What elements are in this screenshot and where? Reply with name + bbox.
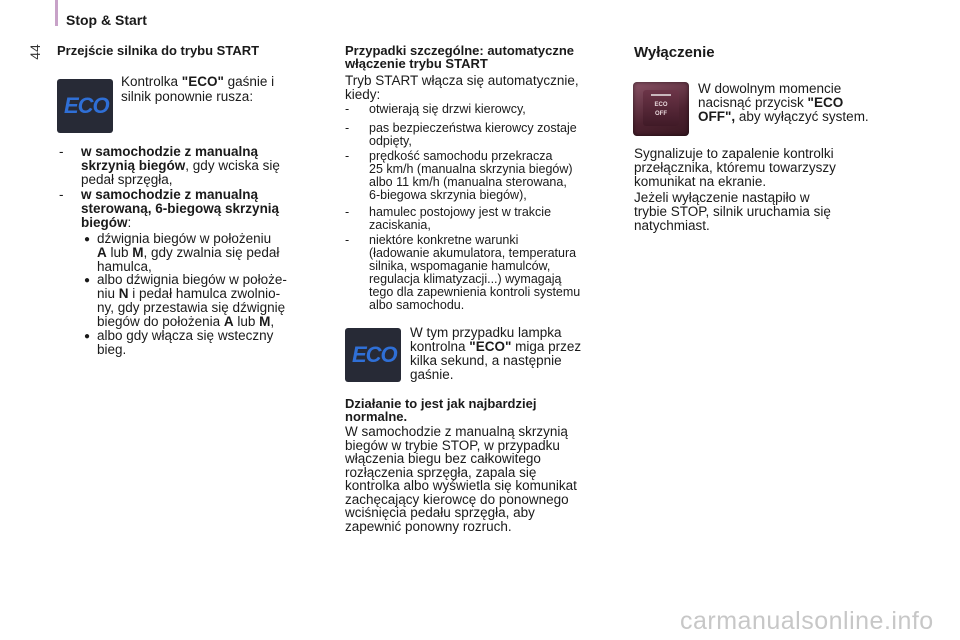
col1-sub2-line2: niu N i pedał hamulca zwolnio- — [97, 286, 281, 301]
col1-intro-line1: Kontrolka "ECO" gaśnie i — [121, 74, 275, 89]
col3-text-line3: OFF", aby wyłączyć system. — [698, 109, 869, 124]
col2-para-line: biegów w trybie STOP, w przypadku — [345, 437, 560, 453]
col1-item1-line3: pedał sprzęgła, — [81, 172, 173, 187]
col1-sub2-line3: ny, gdy przestawia się dźwignię — [97, 300, 286, 315]
col2-heading-line1: Przypadki szczególne: automatyczne — [345, 43, 575, 58]
col2-item-line: odpięty, — [369, 134, 412, 148]
eco-off-button-icon — [633, 82, 689, 136]
section-marker-line — [55, 0, 58, 26]
col2-intro-line1: Tryb START włącza się automatycznie, — [345, 73, 579, 88]
col3-text-line2: nacisnąć przycisk "ECO — [698, 95, 844, 110]
col1-intro-line2: silnik ponownie rusza: — [121, 89, 254, 104]
bullet-dot-icon: ● — [84, 234, 91, 245]
col2-item-line: otwierają się drzwi kierowcy, — [369, 102, 526, 116]
col3-para1-line: przełącznika, któremu towarzyszy — [634, 160, 836, 175]
col1-sub3-line1: albo gdy włącza się wsteczny — [97, 328, 274, 343]
col2-item-line: 25 km/h (manualna skrzynia biegów) — [369, 162, 573, 176]
col2-note-line4: gaśnie. — [410, 367, 454, 382]
col2-item-line: prędkość samochodu przekracza — [369, 149, 553, 163]
col1-sub3-line2: bieg. — [97, 342, 127, 357]
col2-item-line: (ładowanie akumulatora, temperatura — [369, 246, 577, 260]
col2-para-line: rozłączenia sprzęgła, zapala się — [345, 464, 537, 480]
col3-para1-line: komunikat na ekranie. — [634, 174, 767, 189]
section-title: Stop & Start — [66, 12, 147, 28]
col1-item1-dash: - — [59, 144, 64, 159]
col3-text-line1: W dowolnym momencie — [698, 81, 842, 96]
col2-para-line: W samochodzie z manualną skrzynią — [345, 424, 568, 439]
eco-indicator-label: ECO — [64, 93, 109, 118]
col2-para-line: zapewnić ponowny rozruch. — [345, 518, 512, 534]
col2-intro-line2: kiedy: — [345, 87, 381, 102]
col1-item2-line3: biegów: — [81, 215, 132, 230]
col2-item-dash: - — [345, 149, 350, 163]
col2-item-dash: - — [345, 233, 350, 247]
col2-item-line: tego dla zapewnienia kontroli systemu — [369, 285, 581, 299]
col2-item-line: niektóre konkretne warunki — [369, 233, 519, 247]
eco-indicator-label: ECO — [352, 342, 397, 367]
col1-item2-dash: - — [59, 187, 64, 202]
col2-para-line: włączenia biegu bez całkowitego — [345, 451, 541, 466]
indicator-led-icon — [651, 94, 671, 96]
page-number: 44 — [26, 44, 43, 60]
col1-sub1-line1: dźwignia biegów w położeniu — [97, 231, 272, 246]
col2-note-line3: kilka sekund, a następnie — [410, 353, 562, 368]
col1-item2-line1: w samochodzie z manualną — [81, 187, 259, 202]
col1-item1-line1: w samochodzie z manualną — [81, 144, 259, 159]
col2-item-line: albo samochodu. — [369, 298, 465, 312]
col1-item1-line2: skrzynią biegów, gdy wciska się — [81, 158, 280, 173]
col2-item-dash: - — [345, 121, 350, 135]
col2-para-line: zachęcający kierowcę do ponownego — [345, 491, 569, 507]
col2-note-line2: kontrolna "ECO" miga przez — [410, 339, 582, 354]
col1-sub2-line4: biegów do położenia A lub M, — [97, 314, 275, 329]
col2-note-line1: W tym przypadku lampka — [410, 325, 562, 340]
col1-heading: Przejście silnika do trybu START — [57, 43, 260, 58]
col2-item-dash: - — [345, 205, 350, 219]
col2-item-line: silnika, wspomaganie hamulców, — [369, 259, 551, 273]
col2-item-line: hamulec postojowy jest w trakcie — [369, 205, 552, 219]
col2-normal-heading-line2: normalne. — [345, 409, 408, 424]
col2-item-line: albo 11 km/h (manualna sterowana, — [369, 175, 567, 189]
col3-heading: Wyłączenie — [634, 44, 715, 61]
col3-para1-line: Sygnalizuje to zapalenie kontrolki — [634, 146, 834, 161]
col2-para-line: kontrolka albo wyświetla się komunikat — [345, 478, 577, 493]
col1-sub1-line3: hamulca, — [97, 259, 152, 274]
col3-para2-line: natychmiast. — [634, 218, 710, 233]
col2-item-line: pas bezpieczeństwa kierowcy zostaje — [369, 121, 577, 135]
col3-para2-line: Jeżeli wyłączenie nastąpiło w — [634, 190, 810, 205]
col1-item2-line2: sterowaną, 6-biegową skrzynią — [81, 201, 280, 216]
col2-item-dash: - — [345, 102, 350, 116]
col2-item-line: zaciskania, — [369, 218, 431, 232]
col2-heading-line2: włączenie trybu START — [345, 56, 488, 71]
col1-sub2-line1: albo dźwignia biegów w położe- — [97, 272, 287, 287]
col2-item-line: 6-biegowa skrzynia biegów), — [369, 188, 527, 202]
watermark: carmanualsonline.info — [680, 607, 934, 635]
col2-item-line: regulacja klimatyzacji...) wymagają — [369, 272, 562, 286]
col3-para2-line: trybie STOP, silnik uruchamia się — [634, 204, 831, 219]
col1-sub1-line2: A lub M, gdy zwalnia się pedał — [97, 245, 280, 260]
eco-off-button-top-label: ECO — [654, 102, 668, 108]
col2-para-line: wciśnięcia pedału sprzęgła, aby — [345, 505, 535, 520]
eco-indicator-icon — [345, 328, 401, 382]
eco-off-button-face — [643, 90, 679, 126]
bullet-dot-icon: ● — [84, 275, 91, 286]
col2-normal-heading-line1: Działanie to jest jak najbardziej — [345, 396, 537, 411]
eco-indicator-icon — [57, 79, 113, 133]
eco-off-button-bottom-label: OFF — [655, 111, 667, 117]
bullet-dot-icon: ● — [84, 331, 91, 342]
